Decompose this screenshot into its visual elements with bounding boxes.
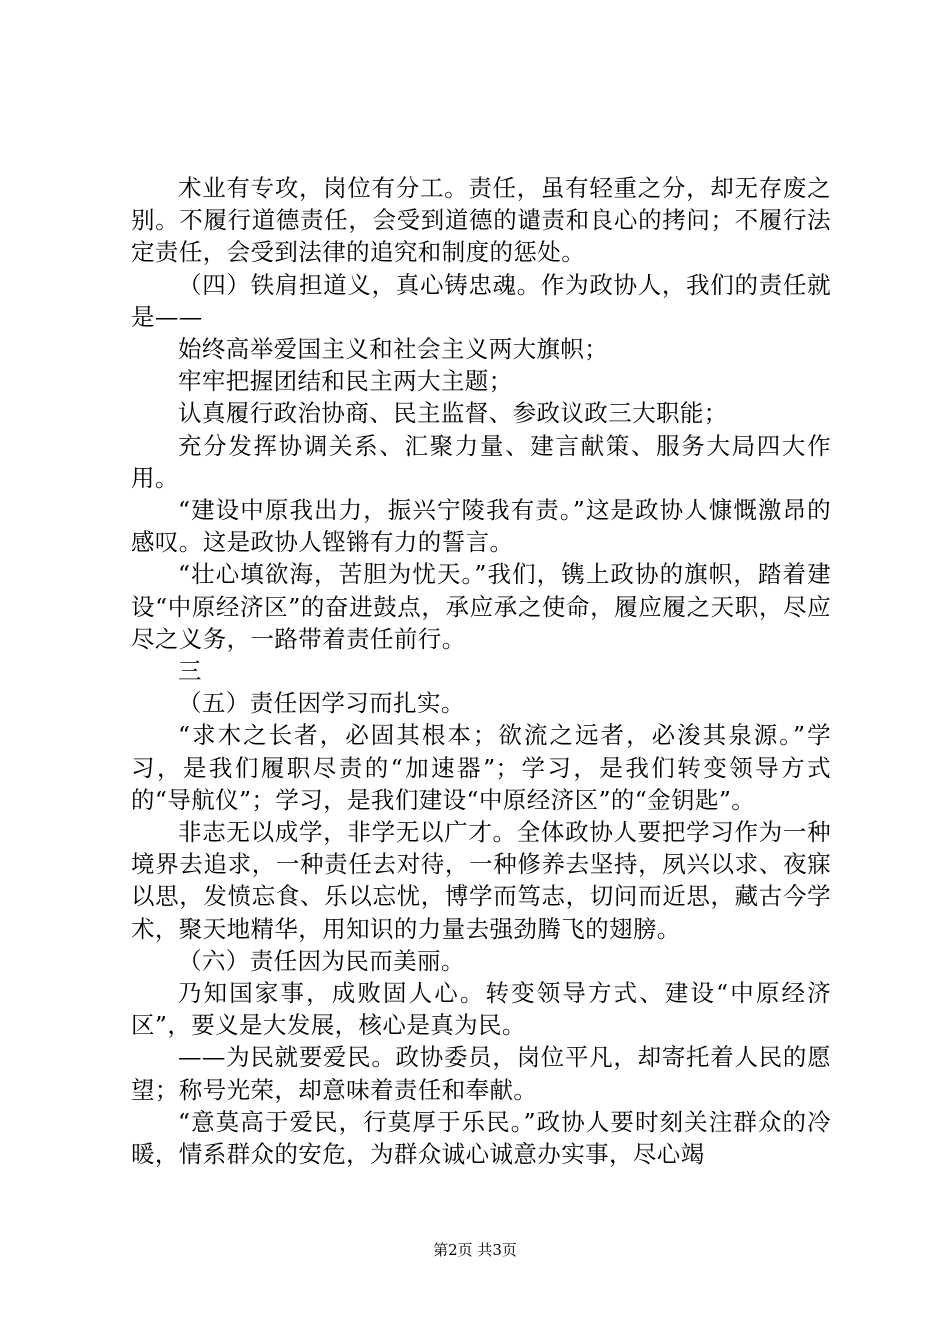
- paragraph: 认真履行政治协商、民主监督、参政议政三大职能；: [178, 399, 728, 428]
- page-footer: [0, 1240, 950, 1260]
- paragraph: “建设中原我出力，振兴宁陵我有责。”这是政协人慷慨激昂的感叹。这是政协人铿锵有力的誓言。: [131, 496, 831, 557]
- paragraph: ——为民就要爱民。政协委员，岗位平凡，却寄托着人民的愿望；称号光荣，却意味着责任和奉献。: [131, 1043, 831, 1104]
- section-heading: （六）责任因为民而美丽。: [178, 946, 465, 975]
- paragraph: “求木之长者，必固其根本；欲流之远者，必浚其泉源。”学习，是我们履职尽责的“加速器”；学习，是我们转变领导方式的“导航仪”；学习，是我们建设“中原经济区”的“金钥匙”。: [131, 721, 831, 814]
- paragraph: （四）铁肩担道义，真心铸忠魂。作为政协人，我们的责任就是——: [131, 270, 831, 331]
- paragraph: 非志无以成学，非学无以广才。全体政协人要把学习作为一种境界去追求，一种责任去对待，一种修养去坚持，夙兴以求、夜寐以思，发愤忘食、乐以忘忧，博学而笃志，切问而近思，藏古今学术，聚天地精华，用知识的力量去强劲腾飞的翅膀。: [131, 818, 831, 943]
- section-heading: （五）责任因学习而扎实。: [178, 689, 465, 718]
- paragraph: 始终高举爱国主义和社会主义两大旗帜；: [178, 335, 609, 364]
- page-number-label: 第2页 共3页: [433, 1241, 517, 1259]
- paragraph: 乃知国家事，成败固人心。转变领导方式、建设“中原经济区”，要义是大发展，核心是真为民。: [131, 979, 831, 1040]
- document-body: [131, 172, 831, 1170]
- paragraph: 牢牢把握团结和民主两大主题；: [178, 367, 513, 396]
- paragraph: “意莫高于爱民，行莫厚于乐民。”政协人要时刻关注群众的冷暖，情系群众的安危，为群众诚心诚意办实事，尽心竭: [131, 1107, 831, 1169]
- paragraph: 充分发挥协调关系、汇聚力量、建言献策、服务大局四大作用。: [131, 431, 831, 492]
- paragraph: 术业有专攻，岗位有分工。责任，虽有轻重之分，却无存废之别。不履行道德责任，会受到道德的谴责和良心的拷问；不履行法定责任，会受到法律的追究和制度的惩处。: [131, 174, 831, 267]
- section-number: 三: [178, 657, 202, 686]
- paragraph: “壮心填欲海，苦胆为忧天。”我们，镌上政协的旗帜，踏着建设“中原经济区”的奋进鼓点，承应承之使命，履应履之天职，尽应尽之义务，一路带着责任前行。: [131, 560, 831, 653]
